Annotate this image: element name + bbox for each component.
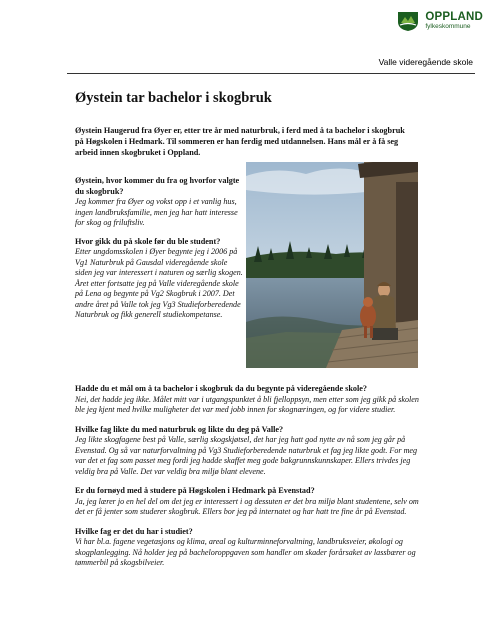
logo-name: OPPLAND xyxy=(425,10,483,23)
oppland-crest-icon xyxy=(395,10,421,32)
logo-subtitle: fylkeskommune xyxy=(425,23,471,30)
question: Hadde du et mål om å ta bachelor i skogbruk da du begynte på videregående skole? xyxy=(75,384,367,393)
header-divider xyxy=(67,73,475,74)
question: Er du fornøyd med å studere på Høgskolen i Hedmark på Evenstad? xyxy=(75,486,315,495)
answer: Etter ungdomsskolen i Øyer begynte jeg i 2006 på Vg1 Naturbruk på Gausdal videregående skole siden jeg var interessert i naturen og særlig skogen. Året etter fortsatte jeg på Valle videregående skole på Lena og begynte på Vg2 Skogbruk i 2007. Det andre året på Valle tok jeg Vg3 Studieforberedende Naturbruk og fikk generell studiekompetanse. xyxy=(75,247,243,319)
school-name: Valle videregående skole xyxy=(378,57,473,67)
answer: Ja, jeg lærer jo en hel del om det jeg er interessert i og dessuten er det bra miljø blant studentene, selv om det er få jenter som studerer skogbruk. Ellers bor jeg på internatet og har hatt tre fine år på Evenstad. xyxy=(75,496,419,516)
question: Hvor gikk du på skole før du ble student? xyxy=(75,236,221,246)
question: Øystein, hvor kommer du fra og hvorfor valgte du skogbruk? xyxy=(75,176,240,196)
answer: Jeg likte skogfagene best på Valle, særlig skogskjøtsel, det har jeg hatt god nytte av nå som jeg går på Evenstad. Og så var naturforvaltning på Vg3 Studieforberedende naturbruk et fag jeg likte godt. For meg var det et fag som passet meg fordi jeg hadde skaffet meg gode bakgrunnskunnskaper. Ellers trivdes jeg veldig bra på Valle. Det var veldig bra miljø blant elevene. xyxy=(75,435,418,476)
question: Hvilke fag likte du med naturbruk og likte du deg på Valle? xyxy=(75,424,284,434)
article-photo xyxy=(246,162,418,368)
answer: Vi har bl.a. fagene vegetasjons og klima, areal og kulturminneforvaltning, landbruksveier, økologi og skogplanlegging. Nå holder jeg på bacheloroppgaven som handler om skader forårsaket av lassbærer og tømmerbil på skogsbilveier. xyxy=(75,537,416,567)
question: Hvilke fag er det du har i studiet? xyxy=(75,526,193,536)
article-title: Øystein tar bachelor i skogbruk xyxy=(75,90,272,106)
answer: Nei, det hadde jeg ikke. Målet mitt var i utgangspunktet å bli fjelloppsyn, men etter som jeg gikk på skolen ble jeg kjent med hvilke muligheter det var med jobb innen for skognæringen, og for videre studier. xyxy=(75,394,419,414)
qa-left-column xyxy=(75,176,243,329)
answer: Jeg kommer fra Øyer og vokst opp i et vanlig hus, ingen landbruksfamilie, men jeg har hatt interesse for skog og friluftsliv. xyxy=(75,197,238,227)
oppland-logo xyxy=(395,10,483,32)
article-intro: Øystein Haugerud fra Øyer er, etter tre år med naturbruk, i ferd med å ta bachelor i skogbruk på Høgskolen i Hedmark. Til sommeren er han ferdig med utdannelsen. Hans mål er å få seg arbeid innen skogbruket i Oppland. xyxy=(75,126,405,157)
qa-full-width xyxy=(75,384,420,578)
